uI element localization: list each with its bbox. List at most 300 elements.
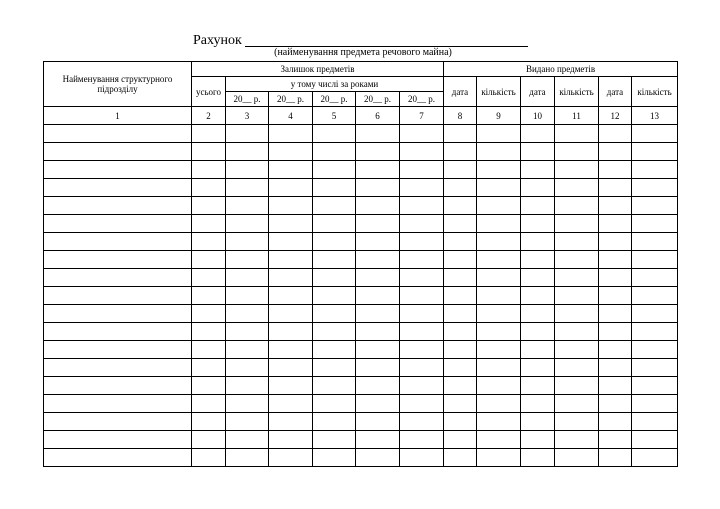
entry-cell[interactable] <box>477 215 521 233</box>
entry-cell[interactable] <box>632 287 678 305</box>
header-unit-name: Найменування структурного підрозділу <box>44 62 192 107</box>
entry-cell[interactable] <box>313 359 356 377</box>
entry-cell[interactable] <box>444 395 477 413</box>
entry-cell[interactable] <box>599 413 632 431</box>
entry-cell[interactable] <box>555 449 599 467</box>
header-issued-date-3: дата <box>599 77 632 107</box>
entry-cell[interactable] <box>226 161 269 179</box>
entry-cell[interactable] <box>313 233 356 251</box>
entry-cell[interactable] <box>192 233 226 251</box>
table-row <box>44 305 678 323</box>
entry-cell[interactable] <box>356 125 400 143</box>
table-row <box>44 251 678 269</box>
entry-cell[interactable] <box>356 431 400 449</box>
entry-cell[interactable] <box>555 431 599 449</box>
entry-cell[interactable] <box>356 197 400 215</box>
entry-cell[interactable] <box>599 179 632 197</box>
entry-cell[interactable] <box>44 359 192 377</box>
entry-cell[interactable] <box>444 143 477 161</box>
entry-cell[interactable] <box>599 269 632 287</box>
entry-cell[interactable] <box>313 377 356 395</box>
entry-cell[interactable] <box>356 323 400 341</box>
entry-cell[interactable] <box>226 431 269 449</box>
entry-cell[interactable] <box>313 125 356 143</box>
entry-cell[interactable] <box>477 359 521 377</box>
entry-cell[interactable] <box>269 431 313 449</box>
header-issued-date-1: дата <box>444 77 477 107</box>
entry-cell[interactable] <box>632 125 678 143</box>
entry-cell[interactable] <box>226 269 269 287</box>
entry-cell[interactable] <box>313 449 356 467</box>
entry-cell[interactable] <box>400 323 444 341</box>
entry-cell[interactable] <box>313 269 356 287</box>
entry-cell[interactable] <box>269 377 313 395</box>
entry-cell[interactable] <box>226 413 269 431</box>
table-row <box>44 449 678 467</box>
entry-cell[interactable] <box>356 233 400 251</box>
table-row <box>44 197 678 215</box>
entry-cell[interactable] <box>44 269 192 287</box>
entry-cell[interactable] <box>521 449 555 467</box>
entry-cell[interactable] <box>632 395 678 413</box>
entry-cell[interactable] <box>44 377 192 395</box>
entry-cell[interactable] <box>226 305 269 323</box>
entry-cell[interactable] <box>313 431 356 449</box>
entry-cell[interactable] <box>521 215 555 233</box>
entry-cell[interactable] <box>521 395 555 413</box>
table-row <box>44 377 678 395</box>
entry-cell[interactable] <box>226 251 269 269</box>
entry-cell[interactable] <box>555 179 599 197</box>
entry-cell[interactable] <box>226 449 269 467</box>
column-number: 1 <box>44 107 192 125</box>
entry-cell[interactable] <box>599 125 632 143</box>
entry-cell[interactable] <box>555 287 599 305</box>
header-issued-qty-1: кількість <box>477 77 521 107</box>
column-number: 13 <box>632 107 678 125</box>
entry-cell[interactable] <box>521 305 555 323</box>
entry-cell[interactable] <box>192 143 226 161</box>
entry-cell[interactable] <box>632 359 678 377</box>
entry-cell[interactable] <box>400 251 444 269</box>
entry-cell[interactable] <box>400 179 444 197</box>
entry-cell[interactable] <box>400 413 444 431</box>
entry-cell[interactable] <box>521 359 555 377</box>
entry-cell[interactable] <box>356 161 400 179</box>
entry-cell[interactable] <box>226 197 269 215</box>
entry-cell[interactable] <box>192 251 226 269</box>
entry-cell[interactable] <box>521 143 555 161</box>
entry-cell[interactable] <box>477 449 521 467</box>
table-row <box>44 323 678 341</box>
entry-cell[interactable] <box>477 377 521 395</box>
entry-cell[interactable] <box>555 143 599 161</box>
column-number: 10 <box>521 107 555 125</box>
entry-cell[interactable] <box>226 233 269 251</box>
entry-cell[interactable] <box>356 143 400 161</box>
entry-cell[interactable] <box>269 215 313 233</box>
entry-cell[interactable] <box>599 323 632 341</box>
entry-cell[interactable] <box>226 341 269 359</box>
entry-cell[interactable] <box>313 215 356 233</box>
entry-cell[interactable] <box>192 197 226 215</box>
entry-cell[interactable] <box>313 341 356 359</box>
entry-cell[interactable] <box>521 377 555 395</box>
header-balance-group: Залишок предметів <box>192 62 444 77</box>
entry-cell[interactable] <box>269 161 313 179</box>
subtitle-caption: (найменування предмета речового майна) <box>274 47 452 58</box>
entry-cell[interactable] <box>192 449 226 467</box>
entry-cell[interactable] <box>599 341 632 359</box>
entry-cell[interactable] <box>444 269 477 287</box>
entry-cell[interactable] <box>44 215 192 233</box>
entry-cell[interactable] <box>192 431 226 449</box>
entry-cell[interactable] <box>226 215 269 233</box>
entry-cell[interactable] <box>632 323 678 341</box>
ledger-table <box>43 61 678 467</box>
header-total: усього <box>192 77 226 107</box>
entry-cell[interactable] <box>555 269 599 287</box>
entry-cell[interactable] <box>313 287 356 305</box>
entry-cell[interactable] <box>44 251 192 269</box>
entry-cell[interactable] <box>444 449 477 467</box>
entry-cell[interactable] <box>313 161 356 179</box>
entry-cell[interactable] <box>269 125 313 143</box>
account-label: Рахунок <box>193 33 242 48</box>
entry-cell[interactable] <box>555 413 599 431</box>
entry-cell[interactable] <box>356 269 400 287</box>
entry-cell[interactable] <box>555 305 599 323</box>
column-number: 4 <box>269 107 313 125</box>
entry-cell[interactable] <box>444 251 477 269</box>
entry-cell[interactable] <box>555 323 599 341</box>
entry-cell[interactable] <box>632 305 678 323</box>
column-number-row <box>44 107 678 125</box>
entry-cell[interactable] <box>400 197 444 215</box>
header-year-2: 20__ р. <box>269 92 313 107</box>
table-row <box>44 341 678 359</box>
blank-rows-body <box>44 125 678 467</box>
entry-cell[interactable] <box>521 269 555 287</box>
entry-cell[interactable] <box>599 197 632 215</box>
entry-cell[interactable] <box>477 251 521 269</box>
entry-cell[interactable] <box>44 395 192 413</box>
entry-cell[interactable] <box>444 287 477 305</box>
entry-cell[interactable] <box>44 197 192 215</box>
entry-cell[interactable] <box>599 143 632 161</box>
entry-cell[interactable] <box>444 161 477 179</box>
table-row <box>44 125 678 143</box>
entry-cell[interactable] <box>444 359 477 377</box>
table-row <box>44 431 678 449</box>
entry-cell[interactable] <box>313 395 356 413</box>
entry-cell[interactable] <box>521 125 555 143</box>
entry-cell[interactable] <box>632 161 678 179</box>
entry-cell[interactable] <box>599 395 632 413</box>
entry-cell[interactable] <box>192 359 226 377</box>
entry-cell[interactable] <box>269 359 313 377</box>
entry-cell[interactable] <box>356 305 400 323</box>
entry-cell[interactable] <box>632 251 678 269</box>
entry-cell[interactable] <box>632 377 678 395</box>
entry-cell[interactable] <box>400 377 444 395</box>
entry-cell[interactable] <box>269 251 313 269</box>
entry-cell[interactable] <box>44 449 192 467</box>
entry-cell[interactable] <box>269 269 313 287</box>
entry-cell[interactable] <box>313 305 356 323</box>
entry-cell[interactable] <box>356 287 400 305</box>
entry-cell[interactable] <box>192 395 226 413</box>
entry-cell[interactable] <box>521 323 555 341</box>
entry-cell[interactable] <box>44 305 192 323</box>
entry-cell[interactable] <box>444 197 477 215</box>
entry-cell[interactable] <box>444 179 477 197</box>
entry-cell[interactable] <box>356 377 400 395</box>
header-issued-qty-2: кількість <box>555 77 599 107</box>
entry-cell[interactable] <box>313 179 356 197</box>
entry-cell[interactable] <box>226 377 269 395</box>
entry-cell[interactable] <box>192 125 226 143</box>
entry-cell[interactable] <box>599 305 632 323</box>
column-number: 12 <box>599 107 632 125</box>
entry-cell[interactable] <box>356 359 400 377</box>
entry-cell[interactable] <box>313 143 356 161</box>
entry-cell[interactable] <box>400 215 444 233</box>
entry-cell[interactable] <box>400 449 444 467</box>
table-row <box>44 269 678 287</box>
entry-cell[interactable] <box>192 341 226 359</box>
entry-cell[interactable] <box>44 323 192 341</box>
entry-cell[interactable] <box>444 323 477 341</box>
entry-cell[interactable] <box>599 359 632 377</box>
entry-cell[interactable] <box>400 431 444 449</box>
entry-cell[interactable] <box>269 287 313 305</box>
entry-cell[interactable] <box>477 431 521 449</box>
entry-cell[interactable] <box>356 215 400 233</box>
column-number: 7 <box>400 107 444 125</box>
entry-cell[interactable] <box>632 413 678 431</box>
header-issued-group: Видано предметів <box>444 62 678 77</box>
entry-cell[interactable] <box>400 143 444 161</box>
entry-cell[interactable] <box>521 179 555 197</box>
header-issued-qty-3: кількість <box>632 77 678 107</box>
entry-cell[interactable] <box>192 323 226 341</box>
entry-cell[interactable] <box>555 341 599 359</box>
entry-cell[interactable] <box>477 305 521 323</box>
entry-cell[interactable] <box>444 341 477 359</box>
entry-cell[interactable] <box>521 413 555 431</box>
table-row <box>44 233 678 251</box>
entry-cell[interactable] <box>477 287 521 305</box>
entry-cell[interactable] <box>599 449 632 467</box>
table-row <box>44 161 678 179</box>
entry-cell[interactable] <box>44 143 192 161</box>
entry-cell[interactable] <box>356 251 400 269</box>
column-number: 2 <box>192 107 226 125</box>
entry-cell[interactable] <box>44 287 192 305</box>
column-number: 5 <box>313 107 356 125</box>
header-year-5: 20__ р. <box>400 92 444 107</box>
entry-cell[interactable] <box>477 341 521 359</box>
entry-cell[interactable] <box>400 341 444 359</box>
entry-cell[interactable] <box>521 161 555 179</box>
entry-cell[interactable] <box>226 125 269 143</box>
entry-cell[interactable] <box>269 143 313 161</box>
entry-cell[interactable] <box>226 143 269 161</box>
entry-cell[interactable] <box>555 197 599 215</box>
entry-cell[interactable] <box>599 233 632 251</box>
entry-cell[interactable] <box>400 395 444 413</box>
entry-cell[interactable] <box>632 215 678 233</box>
entry-cell[interactable] <box>477 143 521 161</box>
entry-cell[interactable] <box>313 413 356 431</box>
header-issued-date-2: дата <box>521 77 555 107</box>
entry-cell[interactable] <box>192 305 226 323</box>
header-year-4: 20__ р. <box>356 92 400 107</box>
table-row <box>44 287 678 305</box>
entry-cell[interactable] <box>555 377 599 395</box>
entry-cell[interactable] <box>44 179 192 197</box>
entry-cell[interactable] <box>269 233 313 251</box>
entry-cell[interactable] <box>400 233 444 251</box>
entry-cell[interactable] <box>477 179 521 197</box>
entry-cell[interactable] <box>192 413 226 431</box>
entry-cell[interactable] <box>632 449 678 467</box>
entry-cell[interactable] <box>192 287 226 305</box>
entry-cell[interactable] <box>313 197 356 215</box>
entry-cell[interactable] <box>44 233 192 251</box>
table-row <box>44 215 678 233</box>
entry-cell[interactable] <box>44 125 192 143</box>
entry-cell[interactable] <box>632 269 678 287</box>
table-row <box>44 179 678 197</box>
entry-cell[interactable] <box>477 233 521 251</box>
entry-cell[interactable] <box>192 269 226 287</box>
entry-cell[interactable] <box>599 377 632 395</box>
entry-cell[interactable] <box>599 251 632 269</box>
entry-cell[interactable] <box>521 251 555 269</box>
header-by-years: у тому числі за роками <box>226 77 444 92</box>
entry-cell[interactable] <box>632 143 678 161</box>
entry-cell[interactable] <box>555 359 599 377</box>
entry-cell[interactable] <box>269 179 313 197</box>
column-number: 8 <box>444 107 477 125</box>
column-number: 6 <box>356 107 400 125</box>
entry-cell[interactable] <box>555 395 599 413</box>
entry-cell[interactable] <box>477 323 521 341</box>
entry-cell[interactable] <box>444 125 477 143</box>
entry-cell[interactable] <box>599 215 632 233</box>
entry-cell[interactable] <box>555 251 599 269</box>
entry-cell[interactable] <box>226 287 269 305</box>
entry-cell[interactable] <box>44 161 192 179</box>
entry-cell[interactable] <box>226 323 269 341</box>
entry-cell[interactable] <box>477 125 521 143</box>
entry-cell[interactable] <box>521 341 555 359</box>
entry-cell[interactable] <box>269 323 313 341</box>
entry-cell[interactable] <box>521 431 555 449</box>
entry-cell[interactable] <box>400 125 444 143</box>
column-number: 11 <box>555 107 599 125</box>
entry-cell[interactable] <box>444 431 477 449</box>
entry-cell[interactable] <box>521 233 555 251</box>
entry-cell[interactable] <box>521 287 555 305</box>
entry-cell[interactable] <box>400 359 444 377</box>
entry-cell[interactable] <box>356 449 400 467</box>
entry-cell[interactable] <box>192 377 226 395</box>
entry-cell[interactable] <box>356 341 400 359</box>
entry-cell[interactable] <box>555 215 599 233</box>
entry-cell[interactable] <box>269 305 313 323</box>
entry-cell[interactable] <box>400 161 444 179</box>
entry-cell[interactable] <box>226 179 269 197</box>
table-row <box>44 143 678 161</box>
entry-cell[interactable] <box>226 359 269 377</box>
entry-cell[interactable] <box>313 323 356 341</box>
entry-cell[interactable] <box>632 341 678 359</box>
header-year-1: 20__ р. <box>226 92 269 107</box>
entry-cell[interactable] <box>521 197 555 215</box>
column-number: 9 <box>477 107 521 125</box>
header-year-3: 20__ р. <box>313 92 356 107</box>
entry-cell[interactable] <box>632 233 678 251</box>
entry-cell[interactable] <box>269 197 313 215</box>
entry-cell[interactable] <box>477 161 521 179</box>
entry-cell[interactable] <box>44 413 192 431</box>
entry-cell[interactable] <box>477 269 521 287</box>
column-number: 3 <box>226 107 269 125</box>
entry-cell[interactable] <box>192 161 226 179</box>
entry-cell[interactable] <box>555 161 599 179</box>
table-row <box>44 359 678 377</box>
entry-cell[interactable] <box>356 395 400 413</box>
entry-cell[interactable] <box>400 287 444 305</box>
entry-cell[interactable] <box>444 305 477 323</box>
entry-cell[interactable] <box>599 431 632 449</box>
entry-cell[interactable] <box>269 449 313 467</box>
entry-cell[interactable] <box>555 233 599 251</box>
table-row <box>44 395 678 413</box>
table-row <box>44 413 678 431</box>
entry-cell[interactable] <box>269 395 313 413</box>
entry-cell[interactable] <box>599 287 632 305</box>
entry-cell[interactable] <box>444 377 477 395</box>
entry-cell[interactable] <box>632 431 678 449</box>
entry-cell[interactable] <box>632 179 678 197</box>
entry-cell[interactable] <box>356 413 400 431</box>
entry-cell[interactable] <box>192 215 226 233</box>
entry-cell[interactable] <box>555 125 599 143</box>
entry-cell[interactable] <box>444 413 477 431</box>
entry-cell[interactable] <box>444 215 477 233</box>
entry-cell[interactable] <box>269 413 313 431</box>
entry-cell[interactable] <box>400 305 444 323</box>
entry-cell[interactable] <box>477 197 521 215</box>
entry-cell[interactable] <box>192 179 226 197</box>
entry-cell[interactable] <box>313 251 356 269</box>
entry-cell[interactable] <box>44 341 192 359</box>
entry-cell[interactable] <box>400 269 444 287</box>
entry-cell[interactable] <box>599 161 632 179</box>
entry-cell[interactable] <box>226 395 269 413</box>
entry-cell[interactable] <box>269 341 313 359</box>
entry-cell[interactable] <box>444 233 477 251</box>
entry-cell[interactable] <box>356 179 400 197</box>
entry-cell[interactable] <box>477 413 521 431</box>
entry-cell[interactable] <box>632 197 678 215</box>
entry-cell[interactable] <box>477 395 521 413</box>
entry-cell[interactable] <box>44 431 192 449</box>
